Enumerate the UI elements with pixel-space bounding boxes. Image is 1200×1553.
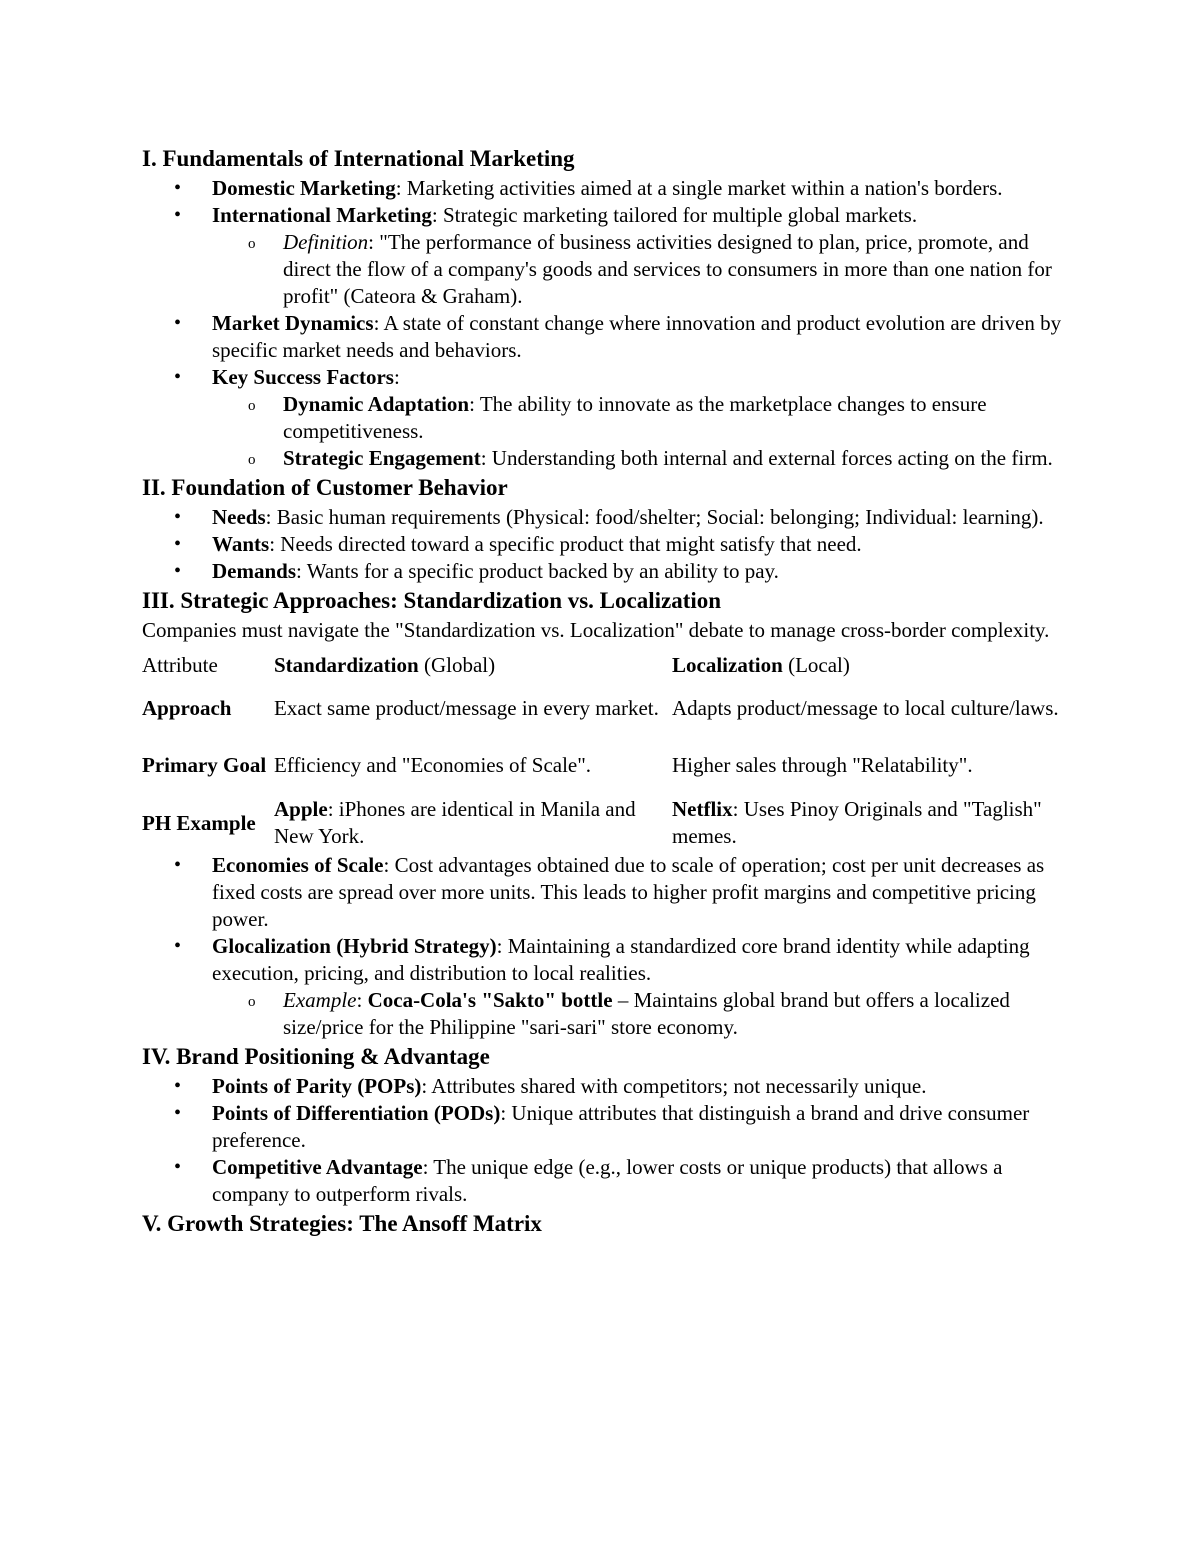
bullet-list: [142, 175, 1062, 472]
bullet-icon: •: [174, 1075, 182, 1097]
sub-bullet-list: [142, 229, 1062, 310]
term: Dynamic Adaptation: [283, 392, 470, 416]
definition-text: : Marketing activities aimed at a single market within a nation's borders.: [395, 176, 1003, 200]
definition-text: : Basic human requirements (Physical: food/shelter; Social: belonging; Individual: learning).: [265, 505, 1044, 529]
sub-bullet-icon: o: [248, 994, 256, 1010]
table-cell: Primary Goal: [142, 753, 267, 777]
term: Needs: [212, 505, 266, 529]
table-cell: [672, 650, 1062, 680]
term: International Marketing: [212, 203, 432, 227]
term: Economies of Scale: [212, 853, 384, 877]
list-item: [142, 504, 1062, 531]
table-cell: [274, 794, 672, 852]
table-cell: PH Example: [142, 810, 256, 835]
list-item: [142, 1100, 1062, 1154]
cell-text: : Uses Pinoy Originals and "Taglish" memes.: [672, 797, 1042, 848]
sub-list-item: [142, 391, 1062, 445]
list-item: [142, 175, 1062, 202]
bullet-icon: •: [174, 506, 182, 528]
sub-bullet-icon: o: [248, 398, 256, 414]
sub-list-item: [142, 229, 1062, 310]
bullet-icon: •: [174, 560, 182, 582]
term: Coca-Cola's "Sakto" bottle: [367, 988, 613, 1012]
bullet-icon: •: [174, 533, 182, 555]
table-row: [142, 794, 1062, 852]
term: Netflix: [672, 797, 733, 821]
table-row: [142, 680, 1062, 737]
list-item: [142, 933, 1062, 1041]
sub-bullet-icon: o: [248, 452, 256, 468]
definition-text: : The unique edge (e.g., lower costs or unique products) that allows a company to outperform rivals.: [212, 1155, 1003, 1206]
term: Wants: [212, 532, 270, 556]
table-cell: Adapts product/message to local culture/laws.: [672, 696, 1059, 720]
term: Points of Differentiation (PODs): [212, 1101, 501, 1125]
term: Glocalization (Hybrid Strategy): [212, 934, 497, 958]
table-cell: [274, 650, 672, 680]
definition-text: : Wants for a specific product backed by an ability to pay.: [296, 559, 779, 583]
table-cell: [672, 794, 1062, 852]
bullet-list: [142, 852, 1062, 1041]
section-heading: V. Growth Strategies: The Ansoff Matrix: [142, 1211, 542, 1236]
section-heading: IV. Brand Positioning & Advantage: [142, 1044, 490, 1069]
sub-list-item: [142, 445, 1062, 472]
list-item: [142, 1073, 1062, 1100]
definition-text: : Needs directed toward a specific product that might satisfy that need.: [269, 532, 862, 556]
term: Domestic Marketing: [212, 176, 396, 200]
term: Apple: [274, 797, 328, 821]
list-item: [142, 558, 1062, 585]
definition-text: :: [356, 988, 368, 1012]
bullet-icon: •: [174, 312, 182, 334]
intro-paragraph: Companies must navigate the "Standardization vs. Localization" debate to manage cross-border complexity.: [142, 618, 1050, 642]
section-heading: III. Strategic Approaches: Standardization vs. Localization: [142, 588, 722, 613]
definition-text: : "The performance of business activities designed to plan, price, promote, and direct the flow of a company's goods and services to consumers in more than one nation for profit" (Cateora & Graham).: [283, 230, 1052, 308]
bullet-icon: •: [174, 177, 182, 199]
cell-text: (Local): [782, 652, 850, 677]
term: Strategic Engagement: [283, 446, 481, 470]
definition-text: :: [393, 365, 400, 389]
definition-text: : Attributes shared with competitors; not necessarily unique.: [421, 1074, 927, 1098]
list-item: [142, 531, 1062, 558]
term: Points of Parity (POPs): [212, 1074, 422, 1098]
table-header-row: [142, 650, 1062, 680]
bullet-icon: •: [174, 1156, 182, 1178]
sub-bullet-list: [142, 391, 1062, 472]
term: Key Success Factors: [212, 365, 394, 389]
bullet-icon: •: [174, 1102, 182, 1124]
bullet-icon: •: [174, 935, 182, 957]
definition-text: : Cost advantages obtained due to scale of operation; cost per unit decreases as fixed costs are spread over more units. This leads to higher profit margins and competitive pricing power.: [212, 853, 1045, 931]
bullet-icon: •: [174, 204, 182, 226]
list-item: [142, 852, 1062, 933]
table-cell: Attribute: [142, 652, 218, 677]
section-heading: I. Fundamentals of International Marketing: [142, 146, 575, 171]
bullet-list: [142, 1073, 1062, 1208]
definition-text: : Maintaining a standardized core brand identity while adapting execution, pricing, and distribution to local realities.: [212, 934, 1030, 985]
sub-bullet-icon: o: [248, 236, 256, 252]
term: Example: [283, 988, 357, 1012]
cell-text: (Global): [418, 652, 496, 677]
list-item: [142, 310, 1062, 364]
comparison-table: [142, 650, 1062, 852]
definition-text: : Strategic marketing tailored for multiple global markets.: [431, 203, 918, 227]
list-item: [142, 1154, 1062, 1208]
list-item: [142, 202, 1062, 310]
term: Standardization: [274, 652, 419, 677]
sub-bullet-list: [142, 987, 1062, 1041]
bullet-list: [142, 504, 1062, 585]
term: Definition: [283, 230, 369, 254]
cell-text: : iPhones are identical in Manila and New York.: [274, 797, 636, 848]
term: Demands: [212, 559, 297, 583]
sub-list-item: [142, 987, 1062, 1041]
bullet-icon: •: [174, 854, 182, 876]
definition-text: : Unique attributes that distinguish a brand and drive consumer preference.: [212, 1101, 1030, 1152]
definition-text: : Understanding both internal and external forces acting on the firm.: [480, 446, 1053, 470]
term: Localization: [672, 652, 783, 677]
term: Competitive Advantage: [212, 1155, 423, 1179]
table-cell: Exact same product/message in every market.: [274, 696, 659, 720]
bullet-icon: •: [174, 366, 182, 388]
table-row: [142, 737, 1062, 794]
term: Market Dynamics: [212, 311, 374, 335]
document-page: [142, 143, 1062, 1240]
definition-text: – Maintains global brand but offers a localized size/price for the Philippine "sari-sari" store economy.: [283, 988, 1010, 1039]
table-cell: Efficiency and "Economies of Scale".: [274, 753, 592, 777]
table-cell: Approach: [142, 696, 232, 720]
section-heading: II. Foundation of Customer Behavior: [142, 475, 508, 500]
definition-text: : A state of constant change where innovation and product evolution are driven by specific market needs and behaviors.: [212, 311, 1062, 362]
list-item: [142, 364, 1062, 472]
table-cell: Higher sales through "Relatability".: [672, 753, 973, 777]
definition-text: : The ability to innovate as the marketplace changes to ensure competitiveness.: [283, 392, 987, 443]
